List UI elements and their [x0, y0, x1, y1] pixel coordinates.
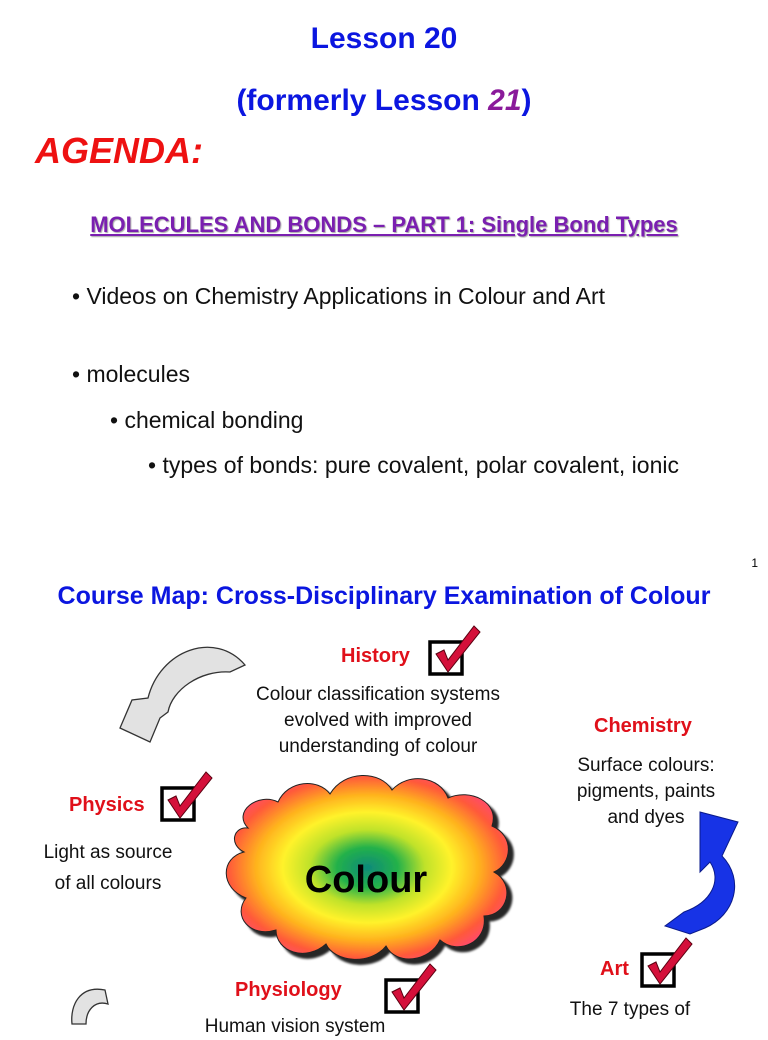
lesson-subtitle-suffix: )	[521, 84, 532, 117]
physics-label: Physics	[69, 794, 145, 816]
bullet-videos: • Videos on Chemistry Applications in Colour and Art	[72, 283, 606, 309]
art-label: Art	[600, 958, 629, 980]
physics-check-icon	[160, 768, 222, 822]
physics-desc-line: Light as source	[43, 842, 173, 863]
bullet-chemical-bonding: • chemical bonding	[110, 407, 304, 433]
physiology-check-icon	[384, 960, 446, 1014]
chemistry-desc-line: and dyes	[607, 807, 685, 828]
physiology-desc-line: Human vision system	[204, 1016, 386, 1037]
history-desc-line: Colour classification systems	[256, 684, 500, 705]
history-desc-line: understanding of colour	[278, 736, 478, 757]
physiology-label: Physiology	[235, 979, 342, 1001]
page-number: 1	[751, 556, 758, 570]
chemistry-description	[556, 753, 736, 831]
curved-arrow-icon	[120, 647, 245, 742]
history-label: History	[341, 645, 410, 667]
history-desc-line: evolved with improved	[284, 710, 472, 731]
lesson-subtitle-number: 21	[488, 84, 522, 117]
history-check-icon	[428, 622, 490, 676]
colour-center-label: Colour	[304, 859, 428, 901]
chemistry-desc-line: Surface colours:	[577, 755, 715, 776]
agenda-heading: AGENDA:	[35, 130, 203, 171]
bullet-molecules: • molecules	[72, 361, 190, 387]
bullet-types-of-bonds: • types of bonds: pure covalent, polar covalent, ionic	[148, 452, 679, 478]
chemistry-label: Chemistry	[594, 715, 692, 737]
art-check-icon	[640, 934, 702, 988]
art-description	[530, 997, 730, 1023]
section-subtitle: MOLECULES AND BONDS – PART 1: Single Bond Types	[90, 212, 678, 237]
history-description	[230, 682, 526, 760]
physiology-description	[175, 1014, 415, 1040]
lesson-subtitle-prefix: (formerly Lesson	[236, 84, 489, 117]
physics-description	[20, 837, 196, 899]
art-desc-line: The 7 types of	[569, 999, 691, 1020]
curved-arrow-icon	[72, 989, 108, 1024]
physics-desc-line: of all colours	[54, 873, 162, 894]
chemistry-desc-line: pigments, paints	[576, 781, 716, 802]
course-map-title: Course Map: Cross-Disciplinary Examination of Colour	[57, 582, 711, 610]
lesson-title: Lesson 20	[310, 22, 458, 55]
